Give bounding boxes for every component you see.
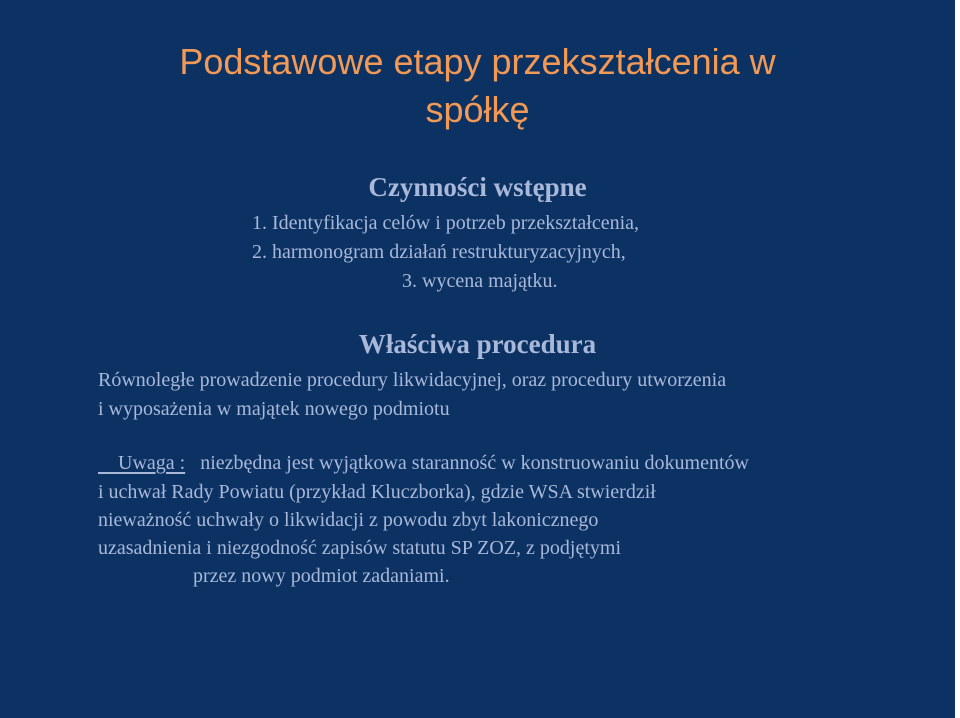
slide-title-line-1: Podstawowe etapy przekształcenia w (179, 41, 776, 82)
note-line-4: uzasadnienia i niezgodność zapisów statutu SP ZOZ, z podjętymi (98, 537, 622, 559)
note-line-3: nieważność uchwały o likwidacji z powodu zbyt lakonicznego (98, 509, 599, 531)
preliminary-item-2: 2. harmonogram działań restrukturyzacyjnych, (252, 241, 626, 263)
note-line-1: niezbędna jest wyjątkowa staranność w konstruowaniu dokumentów (200, 452, 749, 474)
note-first-line (98, 450, 749, 476)
preliminary-item-3: 3. wycena majątku. (402, 270, 558, 292)
slide-title-line-2: spółkę (425, 89, 530, 130)
section-heading-preliminary: Czynności wstępne (368, 172, 587, 202)
slide-title (0, 38, 955, 134)
note-line-2: i uchwał Rady Powiatu (przykład Kluczborka), gdzie WSA stwierdził (98, 481, 656, 503)
procedure-paragraph-line-1: Równoległe prowadzenie procedury likwidacyjnej, oraz procedury utworzenia (98, 369, 727, 391)
procedure-paragraph-line-2: i wyposażenia w majątek nowego podmiotu (98, 398, 450, 420)
preliminary-item-1: 1. Identyfikacja celów i potrzeb przekształcenia, (252, 212, 640, 234)
section-heading-procedure: Właściwa procedura (358, 329, 597, 359)
note-label: Uwaga : (118, 452, 186, 474)
note-line-5: przez nowy podmiot zadaniami. (193, 565, 450, 587)
